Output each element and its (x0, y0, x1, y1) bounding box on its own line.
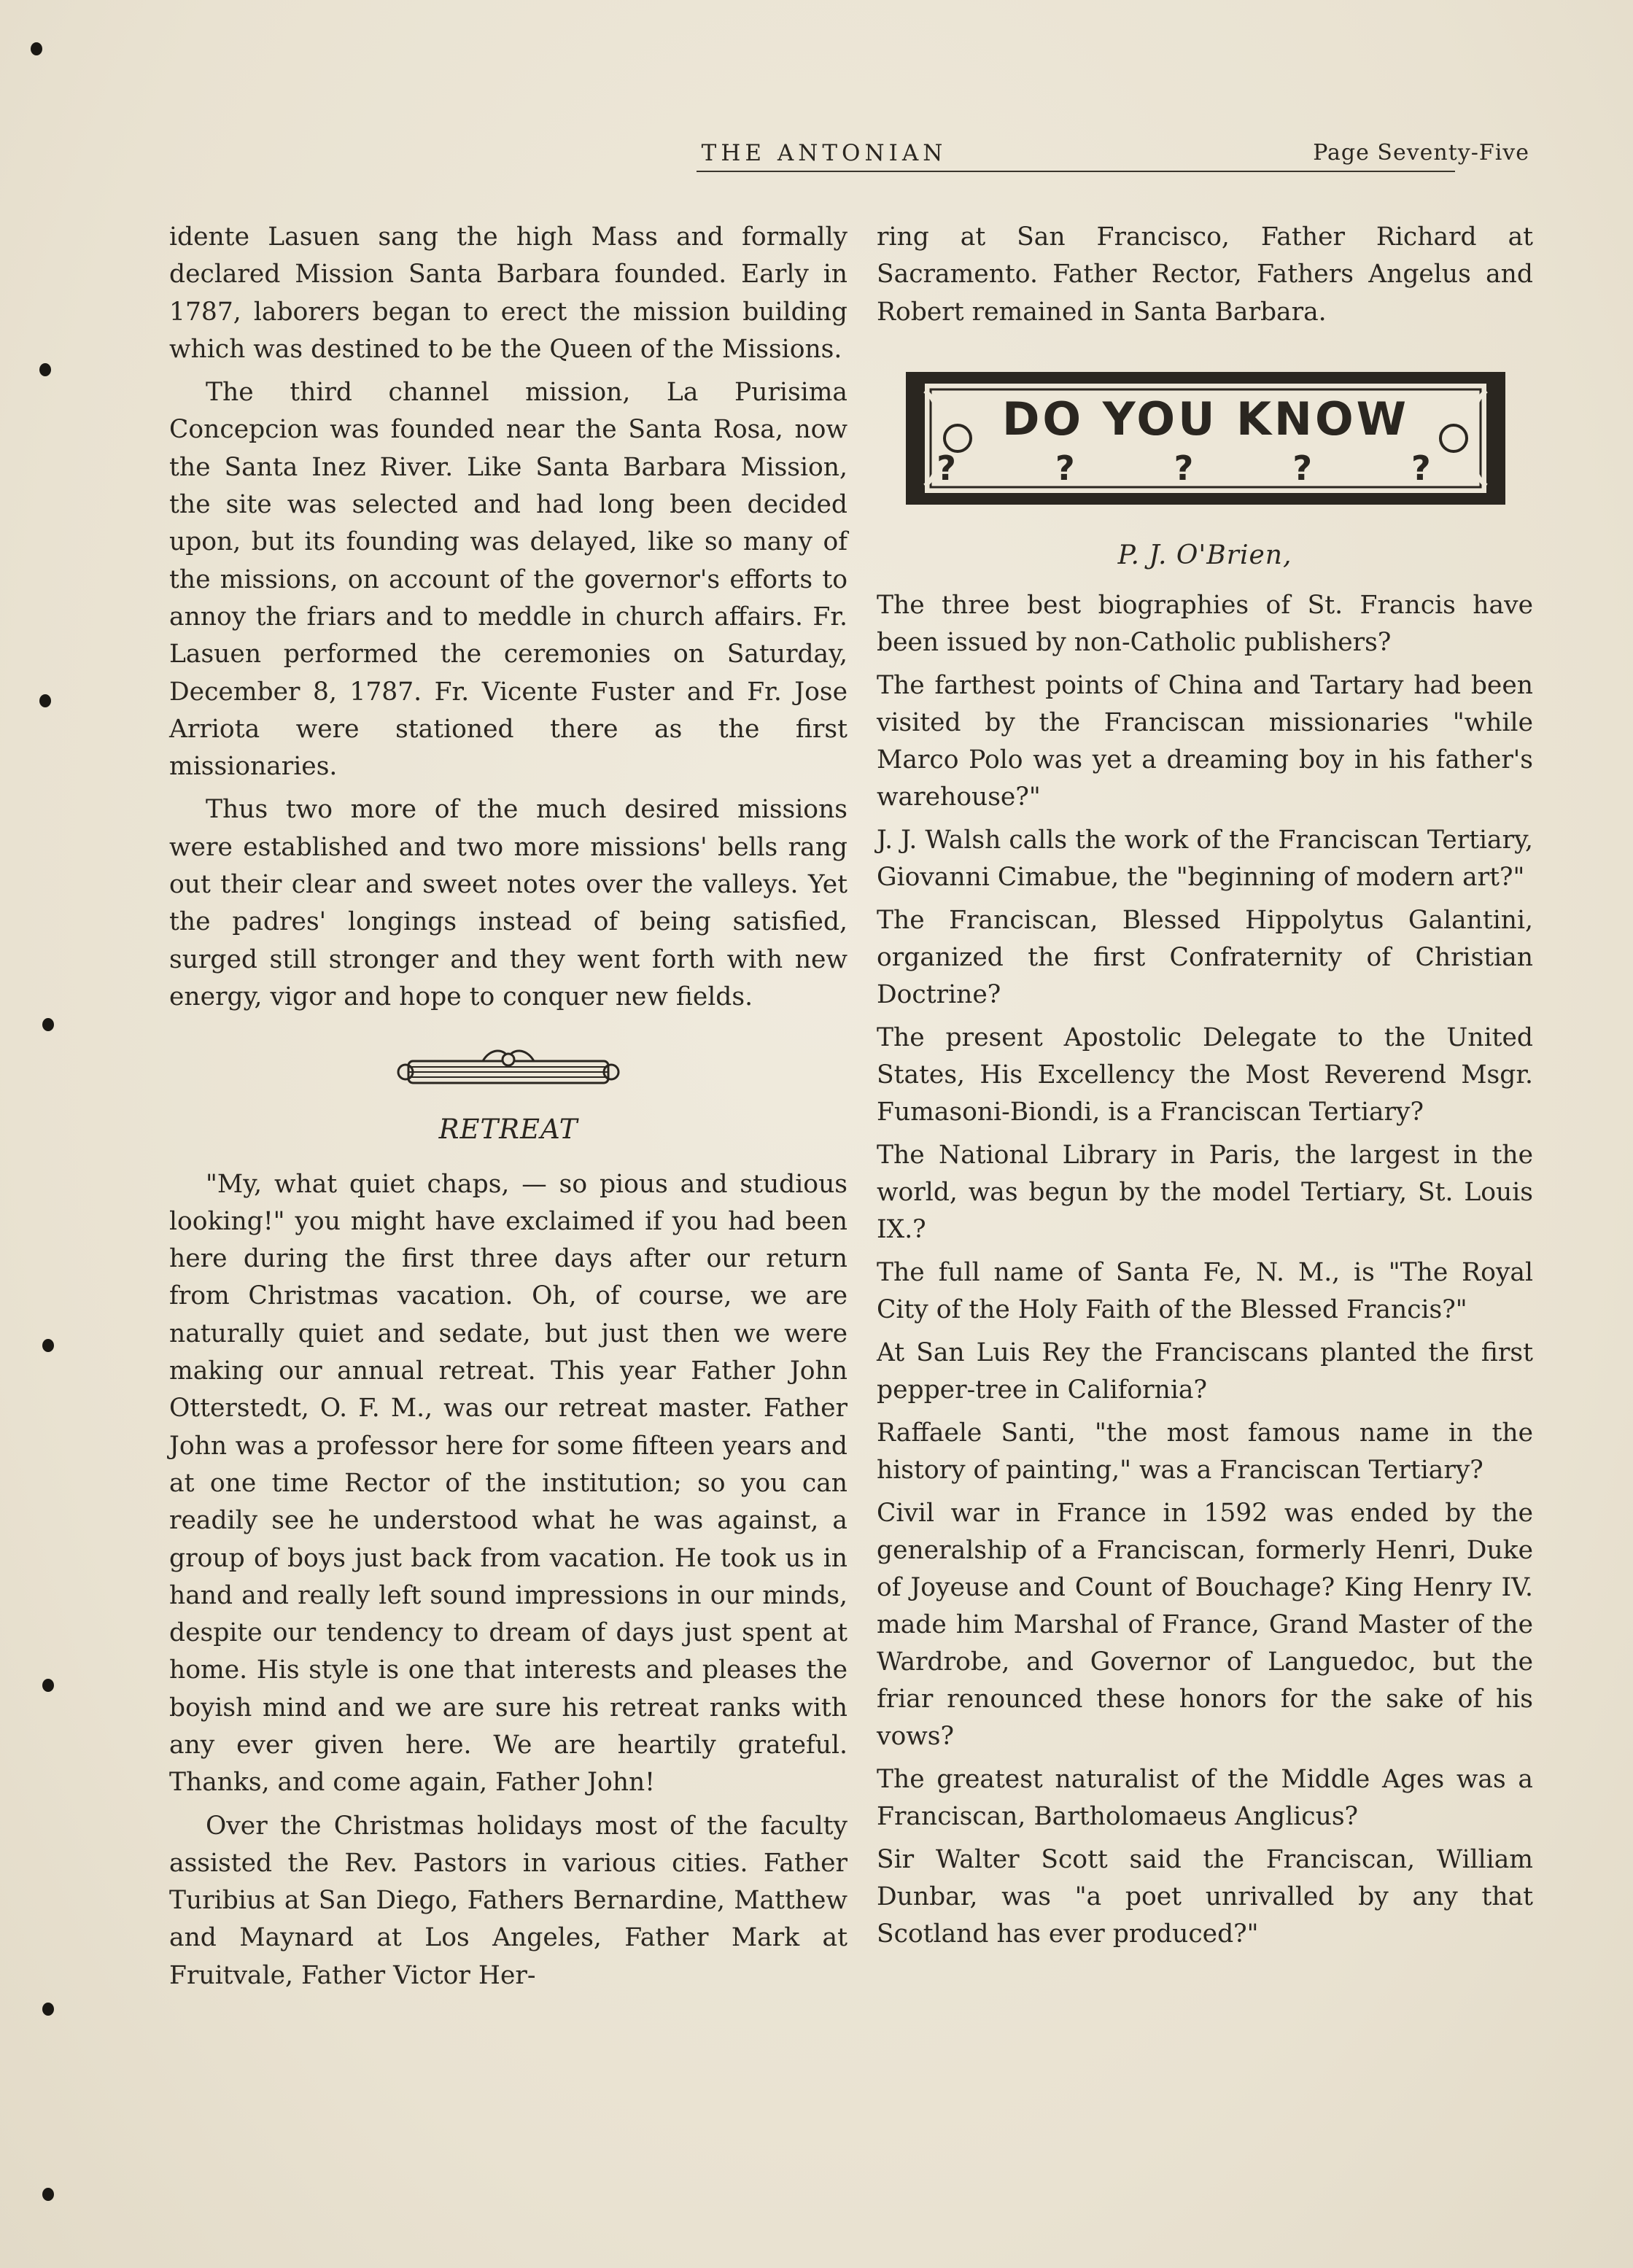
paragraph: The third channel mission, La Purisima Concepcion was founded near the Santa Rosa, now the Santa Inez River. Like Santa Barbara Mission, the site was selected and had long been decided upon, but its founding was delayed, like so many of the missions, on account of the governor's efforts to annoy the friars and to meddle in church affairs. Fr. Lasuen performed the ceremonies on Saturday, December 8, 1787. Fr. Vicente Fuster and Fr. Jose Arriota were stationed there as the first missionaries. (169, 378, 847, 782)
banner-question-marks: ? ? ? ? ? (936, 448, 1475, 488)
header-rule (697, 171, 1455, 172)
binding-hole (39, 694, 51, 707)
section-heading-retreat: RETREAT (438, 1114, 578, 1146)
binding-hole (42, 2003, 54, 2016)
binding-hole (42, 1679, 54, 1692)
binding-hole (42, 1018, 54, 1031)
question-item: The farthest points of China and Tartary had been visited by the Franciscan missionaries "while Marco Polo was yet a dreaming boy in his father's warehouse?" (877, 671, 1533, 812)
banner-title: DO YOU KNOW (1001, 392, 1410, 446)
binding-hole (39, 363, 51, 376)
paragraph: ring at San Francisco, Father Richard at Sacramento. Father Rector, Fathers Angelus and Robert remained in Santa Barbara. (877, 222, 1533, 327)
right-column (877, 219, 1533, 1953)
paragraph: idente Lasuen sang the high Mass and formally declared Mission Santa Barbara founded. Early in 1787, laborers began to erect the mission building which was destined to be the Queen of the Missions. (169, 222, 847, 364)
question-item: The National Library in Paris, the largest in the world, was begun by the model Tertiary, St. Louis IX.? (877, 1141, 1533, 1245)
question-item: The full name of Santa Fe, N. M., is "The Royal City of the Holy Faith of the Blessed Francis?" (877, 1258, 1533, 1325)
do-you-know-banner (896, 362, 1516, 515)
publication-title: THE ANTONIAN (701, 140, 947, 166)
question-item: Civil war in France in 1592 was ended by the generalship of a Franciscan, formerly Henri, Duke of Joyeuse and Count of Bouchage? King Henry IV. made him Marshal of France, Grand Master of the Wardrobe, and Governor of Languedoc, but the friar renounced these honors for the sake of his vows? (877, 1499, 1533, 1752)
ornament-divider (395, 1045, 621, 1096)
running-header (697, 140, 1543, 174)
question-item: J. J. Walsh calls the work of the Franciscan Tertiary, Giovanni Cimabue, the "beginning of modern art?" (877, 826, 1533, 893)
question-item: At San Luis Rey the Franciscans planted the first pepper-tree in California? (877, 1338, 1533, 1405)
question-item: The greatest naturalist of the Middle Ages was a Franciscan, Bartholomaeus Anglicus? (877, 1765, 1533, 1832)
question-item: The three best biographies of St. Francis have been issued by non-Catholic publishers? (877, 591, 1533, 658)
binding-hole (42, 1339, 54, 1352)
question-item: The present Apostolic Delegate to the United States, His Excellency the Most Reverend Msgr. Fumasoni-Biondi, is a Franciscan Tertiary? (877, 1023, 1533, 1127)
question-item: The Franciscan, Blessed Hippolytus Galantini, organized the first Confraternity of Christian Doctrine? (877, 906, 1533, 1010)
left-column (169, 219, 847, 1995)
question-item: Sir Walter Scott said the Franciscan, William Dunbar, was "a poet unrivalled by any that Scotland has ever produced?" (877, 1845, 1533, 1949)
paragraph: Thus two more of the much desired missions were established and two more missions' bells rang out their clear and sweet notes over the valleys. Yet the padres' longings instead of being satisfied, surged still stronger and they went forth with new energy, vigor and hope to conquer new fields. (169, 795, 847, 1011)
binding-hole (42, 2188, 54, 2201)
page-number: Page Seventy-Five (1313, 140, 1529, 166)
byline: P. J. O'Brien, (1117, 540, 1292, 570)
question-item: Raffaele Santi, "the most famous name in the history of painting," was a Franciscan Tertiary? (877, 1418, 1533, 1486)
paragraph: "My, what quiet chaps, — so pious and studious looking!" you might have exclaimed if you had been here during the first three days after our return from Christmas vacation. Oh, of course, we are naturally quiet and sedate, but just then we were making our annual retreat. This year Father John Otterstedt, O. F. M., was our retreat master. Father John was a professor here for some fifteen years and at one time Rector of the institution; so you can readily see he understood what he was against, a group of boys just back from vacation. He took us in hand and really left sound impressions in our minds, despite our tendency to dream of days just spent at home. His style is one that interests and pleases the boyish mind and we are sure his retreat ranks with any ever given here. We are heartily grateful. Thanks, and come again, Father John! (169, 1169, 847, 1798)
binding-hole (31, 42, 42, 55)
paragraph: Over the Christmas holidays most of the faculty assisted the Rev. Pastors in various cities. Father Turibius at San Diego, Fathers Bernardine, Matthew and Maynard at Los Angeles, Father Mark at Fruitvale, Father Victor Her- (169, 1811, 847, 1990)
